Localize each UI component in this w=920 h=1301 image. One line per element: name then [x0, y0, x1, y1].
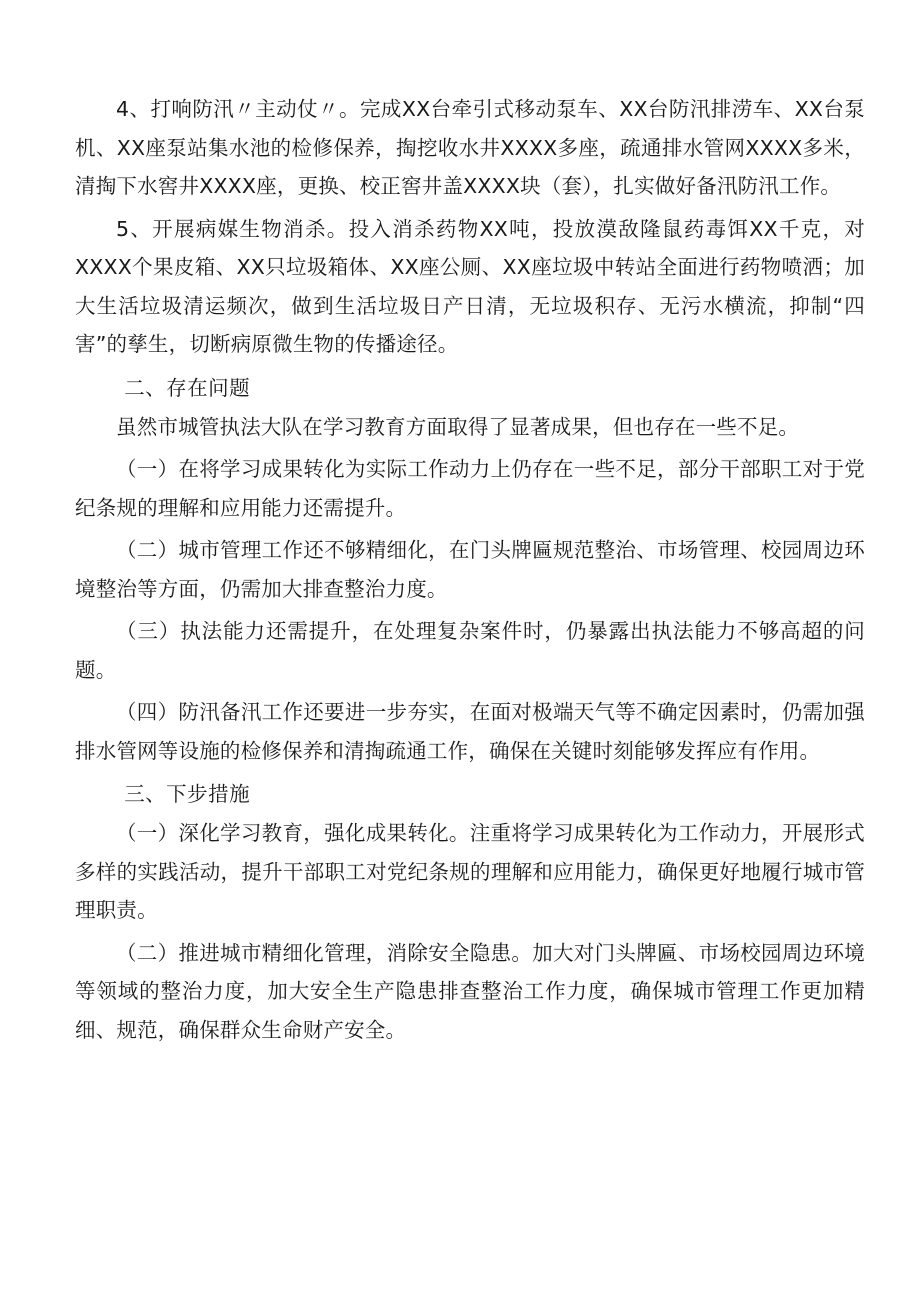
problem-item-2: （二）城市管理工作还不够精细化，在门头牌匾规范整治、市场管理、校园周边环境整治等方面，仍需加大排查整治力度。 [75, 538, 865, 601]
paragraph-disinfection: 5、开展病媒生物消杀。投入消杀药物XX吨，投放漠敌隆鼠药毒饵XX千克，对XXXX个果皮箱、XX只垃圾箱体、XX座公厕、XX座垃圾中转站全面进行药物喷洒；加大生活垃圾清运频次，做到生活垃圾日产日清，无垃圾积存、无污水横流，抑制“四害”的孳生，切断病原微生物的传播途径。 [75, 216, 865, 356]
measure-item-1: （一）深化学习教育，强化成果转化。注重将学习成果转化为工作动力，开展形式多样的实践活动，提升干部职工对党纪条规的理解和应用能力，确保更好地履行城市管理职责。 [75, 821, 865, 922]
section-heading-next-steps: 三、下步措施 [124, 782, 251, 806]
paragraph-flood-prevention: 4、打响防汛〃主动仗〃。完成XX台牵引式移动泵车、XX台防汛排涝车、XX台泵机、XX座泵站集水池的检修保养，掏挖收水井XXXX多座，疏通排水管网XXXX多米，清掏下水窖井XXXX座，更换、校正窖井盖XXXX块（套），扎实做好备汛防汛工作。 [75, 97, 865, 198]
document-body [75, 90, 865, 1053]
problem-item-4: （四）防汛备汛工作还要进一步夯实，在面对极端天气等不确定因素时，仍需加强排水管网等设施的检修保养和清掏疏通工作，确保在关键时刻能够发挥应有作用。 [75, 700, 865, 763]
measure-item-2: （二）推进城市精细化管理，消除安全隐患。加大对门头牌匾、市场校园周边环境等领域的整治力度，加大安全生产隐患排查整治工作力度，确保城市管理工作更加精细、规范，确保群众生命财产安全。 [75, 940, 865, 1042]
paragraph-problems-intro: 虽然市城管执法大队在学习教育方面取得了显著成果，但也存在一些不足。 [116, 414, 800, 439]
problem-item-1: （一）在将学习成果转化为实际工作动力上仍存在一些不足，部分干部职工对于党纪条规的理解和应用能力还需提升。 [75, 457, 865, 520]
problem-item-3: （三）执法能力还需提升，在处理复杂案件时，仍暴露出执法能力不够高超的问题。 [75, 619, 865, 682]
section-heading-problems: 二、存在问题 [124, 375, 251, 400]
